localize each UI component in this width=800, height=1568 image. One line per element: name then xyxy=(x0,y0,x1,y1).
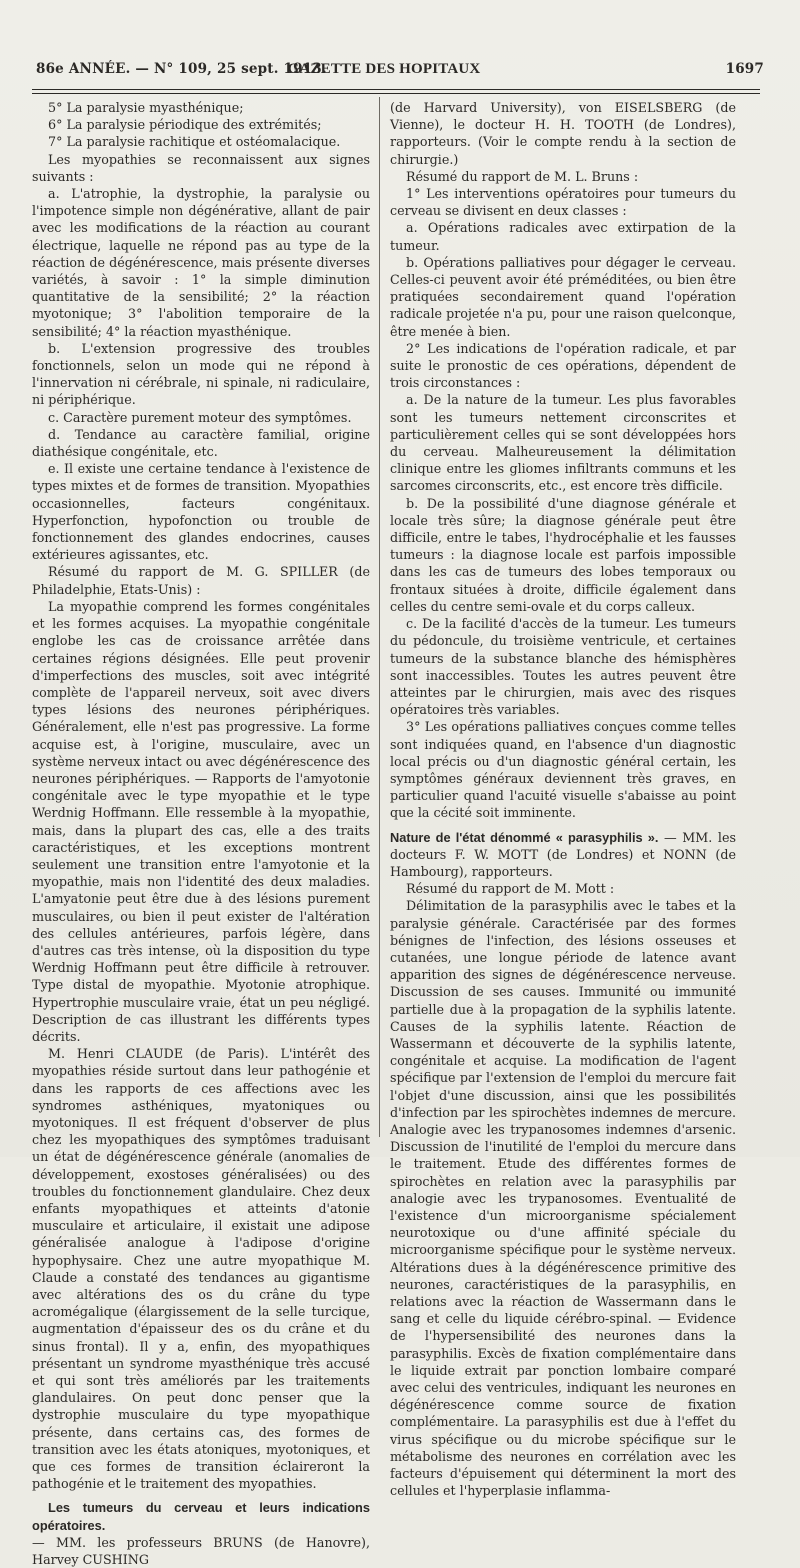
page-number: 1697 xyxy=(725,61,764,77)
bruns-point-1: 1° Les interventions opératoires pour tumeurs du cerveau se divisent en deux classes : xyxy=(390,186,736,219)
right-column xyxy=(390,99,736,1499)
section-heading-parasyphilis: Nature de l'état dénommé « parasyphilis ». xyxy=(390,829,659,845)
bruns-point-3: 3° Les opérations palliatives conçues comme telles sont indiquées quand, en l'absence d'un diagnostic local précis ou d'un diagnostic général certain, les symptômes généraux deviennent très graves, en particulier quand l'acuité visuelle s'abaisse au point que la cécité soit imminente. xyxy=(390,719,736,821)
section-heading-tumeurs: Les tumeurs du cerveau et leurs indications opératoires. xyxy=(32,1500,370,1533)
header-rule-thin xyxy=(32,93,760,94)
parasyphilis-rapporteurs: — MM. les docteurs F. W. MOTT (de Londres) et NONN (de Hambourg), rapporteurs. xyxy=(390,829,736,879)
sign-e: e. Il existe une certaine tendance à l'existence de types mixtes et de formes de transition. Myopathies occasionnelles, facteurs congénitaux. Hyperfonction, hypofonction ou trouble de fonctionnement des glandes endocrines, causes extérieures agissantes, etc. xyxy=(32,461,370,563)
sign-b: b. L'extension progressive des troubles fonctionnels, selon un mode qui ne répond à l'innervation ni cérébrale, ni spinale, ni radiculaire, ni périphérique. xyxy=(32,340,370,408)
journal-title: GAZETTE DES HOPITAUX xyxy=(287,61,481,77)
signs-intro: Les myopathies se reconnaissent aux signes suivants : xyxy=(32,151,370,184)
bruns-point-2a: a. De la nature de la tumeur. Les plus favorables sont les tumeurs nettement circonscrites et particulièrement celles qui se sont développées hors du cerveau. Malheureusement la délimitation clinique entre les gliomes infiltrants communs et les sarcomes circonscrits, etc., est encore très difficile. xyxy=(390,392,736,494)
mott-summary-heading: Résumé du rapport de M. Mott : xyxy=(406,881,615,897)
spiller-summary-heading: Résumé du rapport de M. G. SPILLER (de Philadelphie, Etats-Unis) : xyxy=(32,564,370,597)
bruns-summary-heading: Résumé du rapport de M. L. Bruns : xyxy=(406,168,639,184)
bruns-point-1a: a. Opérations radicales avec extirpation de la tumeur. xyxy=(390,220,736,253)
parasyphilis-block xyxy=(390,829,736,881)
issue-line: 86e ANNÉE. — N° 109, 25 sept. 1913. xyxy=(36,61,327,77)
sign-d: d. Tendance au caractère familial, origine diathésique congénitale, etc. xyxy=(32,426,370,460)
spiller-summary: La myopathie comprend les formes congénitales et les formes acquises. La myopathie congénitale englobe les cas de croissance arrêtée dans certaines régions désignées. Elle peut provenir d'imperfections des muscles, soit avec intégrité complète de l'appareil nerveux, soit avec divers types lésions des neurones périphériques. Généralement, elle n'est pas progressive. La forme acquise est, à l'origine, musculaire, avec un système nerveux intact ou avec dégénérescence des neurones périphériques. — Rapports de l'amyotonie congénitale avec le type myopathie et le type Werdnig Hoffmann. Elle ressemble à la myopathie, mais, dans la plupart des cas, elle a des traits caractéristiques, et les exceptions montrent seulement une transition entre l'amyotonie et la myopathie, mais non l'identité des deux maladies. L'amyatonie peut être due à des lésions purement musculaires, ou bien il peut exister de l'altération des cellules antérieures, parfois légère, dans d'autres cas très intense, où la disposition du type Werdnig Hoffmann peut être difficile à retrouver. Type distal de myopathie. Myotonie atrophique. Hypertrophie musculaire vraie, état un peu négligé. Description de cas illustrant les différents types décrits. xyxy=(32,598,370,1044)
list-item-7: 7° La paralysie rachitique et ostéomalacique. xyxy=(48,134,341,150)
bruns-point-2c: c. De la facilité d'accès de la tumeur. Les tumeurs du pédoncule, du troisième ventricule, et certaines tumeurs de la substance blanche des hémisphères sont inaccessibles. Toutes les autres peuvent être atteintes par le chirurgien, mais avec des risques opératoires très variables. xyxy=(390,616,736,718)
bruns-point-1b: b. Opérations palliatives pour dégager le cerveau. Celles-ci peuvent avoir été préméditées, ou bien être pratiquées secondairement quand l'opération radicale projetée n'a pu, pour une raison quelconque, être menée à bien. xyxy=(390,254,736,339)
left-column xyxy=(32,99,370,1568)
header-rule-thick xyxy=(32,89,760,90)
tumeurs-rapporteurs-cont: (de Harvard University), von EISELSBERG (de Vienne), le docteur H. H. TOOTH (de Londres), rapporteurs. (Voir le compte rendu à la section de chirurgie.) xyxy=(390,100,736,167)
list-item-6: 6° La paralysie périodique des extrémités; xyxy=(48,117,322,133)
running-head xyxy=(28,61,764,81)
mott-summary: Délimitation de la parasyphilis avec le tabes et la paralysie générale. Caractérisée par des formes bénignes de l'infection, des lésions osseuses et cutanées, une longue période de latence avant apparition des signes de dégénérescence nerveuse. Discussion de ses causes. Immunité ou immunité partielle due à la propagation de la syphilis latente. Causes de la syphilis latente. Réaction de Wassermann et découverte de la syphilis latente, congénitale et acquise. La modification de l'agent spécifique par l'extension de l'emploi du mercure fait l'objet d'une discussion, ainsi que les possibilités d'infection par les spirochètes indemnes de mercure. Analogie avec les trypanosomes indemnes d'arsenic. Discussion de l'inutilité de l'emploi du mercure dans le traitement. Etude des différentes formes de spirochètes en relation avec la parasyphilis par analogie avec les trypanosomes. Eventualité de l'existence d'un microorganisme spécialement neurotoxique ou d'une affinité spéciale du microorganisme spécifique pour le système nerveux. Altérations dues à la dégénérescence primitive des neurones, caractéristiques de la parasyphilis, en relations avec la réaction de Wassermann dans le sang et celle du liquide cérébro-spinal. — Evidence de l'hypersensibilité des neurones dans la parasyphilis. Excès de fixation complémentaire dans le liquide extrait par ponction lombaire comparé avec celui des ventricules, indiquant les neurones en dégénérescence comme source de fixation complémentaire. La parasyphilis est due à l'effet du virus spécifique ou du microbe spécifique sur le métabolisme des neurones en corrélation avec les facteurs d'épuisement qui déterminent la mort des cellules et l'hyperplasie inflamma- xyxy=(390,898,736,1499)
tumeurs-rapporteurs: — MM. les professeurs BRUNS (de Hanovre), Harvey CUSHING xyxy=(32,1534,370,1568)
bruns-point-2: 2° Les indications de l'opération radicale, et par suite le pronostic de ces opérations, dépendent de trois circonstances : xyxy=(390,340,736,391)
bruns-point-2b: b. De la possibilité d'une diagnose générale et locale très sûre; la diagnose générale peut être difficile, entre le tabes, l'hydrocéphalie et les fausses tumeurs : la diagnose locale est parfois impossible dans les cas de tumeurs des lobes temporaux ou frontaux situées à droite, difficile également dans celles du centre semi-ovale et du corps calleux. xyxy=(390,495,736,614)
claude-paragraph: M. Henri CLAUDE (de Paris). L'intérêt des myopathies réside surtout dans leur pathogénie et dans les rapports de ces affections avec les syndromes asthéniques, myatoniques ou myotoniques. Il est fréquent d'observer de plus chez les myopathiques des symptômes traduisant un état de dégénérescence générale (anomalies de développement, exostoses généralisées) ou des troubles du fonctionnement glandulaire. Chez deux enfants myopathiques et atteints d'atonie musculaire et articulaire, il existait une adipose généralisée analogue à l'adipose d'origine hypophysaire. Chez une autre myopathique M. Claude a constaté des tendances au gigantisme avec altérations des os du crâne du type acromégalique (élargissement de la selle turcique, augmentation d'épaisseur des os du crâne et du sinus frontal). Il y a, enfin, des myopathiques présentant un syndrome myasthénique très accusé et qui sont très améliorés par les traitements glandulaires. On peut donc penser que la dystrophie musculaire du type myopathique présente, dans certains cas, des formes de transition avec les états atoniques, myotoniques, et que ces formes de transition éclaireront la pathogénie et le traitement des myopathies. xyxy=(32,1046,370,1492)
sign-a: a. L'atrophie, la dystrophie, la paralysie ou l'impotence simple non dégénérative, allant de pair avec les modifications de la réaction au courant électrique, laquelle ne répond pas au type de la réaction de dégénérescence, mais présente diverses variétés, à savoir : 1° la simple diminution quantitative de la sensibilité; 2° la réaction myotonique; 3° l'abolition temporaire de la sensibilité; 4° la réaction myasthénique. xyxy=(32,186,370,339)
list-item-5: 5° La paralysie myasthénique; xyxy=(48,100,244,115)
sign-c: c. Caractère purement moteur des symptômes. xyxy=(48,409,352,425)
column-divider xyxy=(379,97,380,1137)
